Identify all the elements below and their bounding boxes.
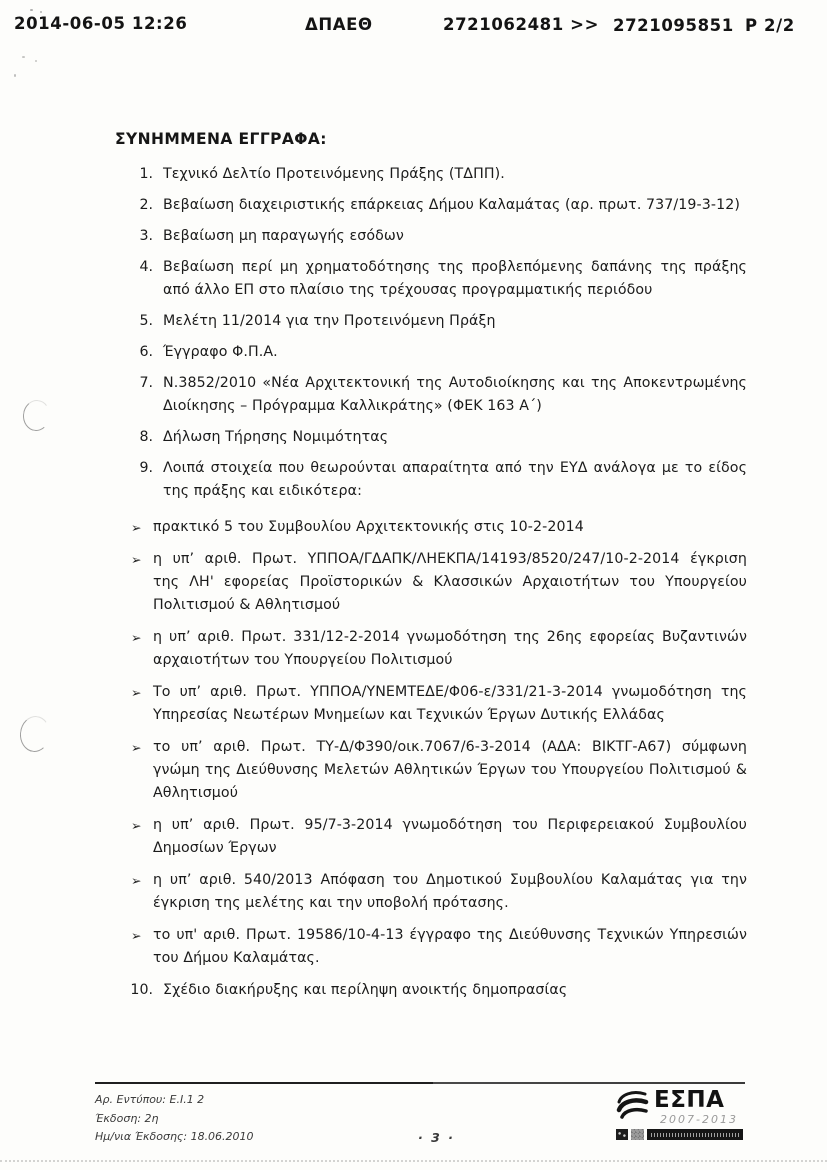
form-edition: Έκδοση: 2η: [95, 1111, 159, 1125]
sub-bullet: [115, 736, 747, 805]
sub-bullet: [115, 814, 747, 860]
sub-bullet-list: [115, 516, 747, 970]
footer-divider-line: [95, 1082, 745, 1084]
arrow-bullet-icon: ➢: [131, 520, 142, 535]
item-number: 2.: [139, 197, 153, 213]
fax-datetime: 2014-06-05 12:26: [14, 14, 188, 33]
list-item: [115, 163, 747, 186]
espa-text-column: [654, 1089, 738, 1126]
item-text: Σχέδιο διακήρυξης και περίληψη ανοικτής δημοπρασίας: [163, 982, 568, 998]
sub-bullet-text: το υπ’ αριθ. Πρωτ. ΤΥ-Δ/Φ390/οικ.7067/6-3-2014 (ΑΔΑ: ΒΙΚΤΓ-Α67) σύμφωνη γνώμη της Διεύθυνσης Μελετών Αθλητικών Έργων του Υπουργείου Πολιτισμού & Αθλητισμού: [153, 739, 747, 801]
item-text: Βεβαίωση διαχειριστικής επάρκειας Δήμου Καλαμάτας (αρ. πρωτ. 737/19-3-12): [163, 197, 741, 213]
item-text: Ν.3852/2010 «Νέα Αρχιτεκτονική της Αυτοδιοίκησης και της Αποκεντρωμένης Διοίκησης – Πρόγραμμα Καλλικράτης» (ΦΕΚ 163 Α΄): [163, 375, 747, 414]
sub-bullet-text: το υπ' αριθ. Πρωτ. 19586/10-4-13 έγγραφο της Διεύθυνσης Τεχνικών Υπηρεσιών του Δήμου Καλαμάτας.: [153, 927, 747, 966]
espa-emblem-row: [616, 1129, 748, 1140]
sub-bullet-text: η υπ’ αριθ. Πρωτ. 331/12-2-2014 γνωμοδότηση της 26ης εφορείας Βυζαντινών αρχαιοτήτων του Υπουργείου Πολιτισμού: [153, 629, 747, 668]
list-item: [115, 372, 747, 418]
item-number: 7.: [139, 375, 153, 391]
fax-header: [0, 14, 827, 40]
item-number: 5.: [139, 313, 153, 329]
item-number: 9.: [139, 460, 153, 476]
fax-from-number: 2721062481 >>: [443, 15, 600, 34]
espa-title: ΕΣΠΑ: [654, 1087, 725, 1113]
item-text: Λοιπά στοιχεία που θεωρούνται απαραίτητα από την ΕΥΔ ανάλογα με το είδος της πράξης και ειδικότερα:: [163, 460, 747, 499]
document-body: [115, 130, 747, 1010]
list-item: [115, 256, 747, 302]
item-text: Τεχνικό Δελτίο Προτεινόμενης Πράξης (ΤΔΠΠ).: [163, 166, 505, 182]
arrow-bullet-icon: ➢: [131, 552, 142, 567]
program-emblem-icon: [631, 1129, 644, 1140]
form-number: Αρ. Εντύπου: Ε.Ι.1 2: [95, 1093, 205, 1106]
list-item: [115, 341, 747, 364]
scan-bottom-edge: [0, 1160, 827, 1162]
item-number: 6.: [139, 344, 153, 360]
footer-form-info: [95, 1091, 254, 1147]
espa-program-bar: [647, 1129, 743, 1140]
arrow-bullet-icon: ➢: [131, 630, 142, 645]
sub-bullet-text: πρακτικό 5 του Συμβουλίου Αρχιτεκτονικής στις 10-2-2014: [153, 519, 584, 535]
pencil-mark: [21, 399, 51, 433]
sub-bullet-text: Το υπ’ αριθ. Πρωτ. ΥΠΠΟΑ/ΥΝΕΜΤΕΔΕ/Φ06-ε/331/21-3-2014 γνωμοδότηση της Υπηρεσίας Νεωτέρων Μνημείων και Τεχνικών Έργων Δυτικής Ελλάδας: [153, 684, 747, 723]
fax-page-indicator: P 2/2: [745, 16, 795, 35]
form-edition-date: Ημ/νια Έκδοσης: 18.06.2010: [95, 1130, 254, 1143]
list-item: [115, 310, 747, 333]
eu-flag-icon: [616, 1129, 628, 1140]
item-text: Δήλωση Τήρησης Νομιμότητας: [163, 429, 389, 445]
scan-speck: [14, 74, 16, 77]
item-number: 1.: [139, 166, 153, 182]
sub-bullet: [115, 869, 747, 915]
pencil-mark: [18, 715, 52, 754]
item-number: 10.: [130, 982, 153, 998]
sub-bullet: [115, 681, 747, 727]
sub-bullet-text: η υπ’ αριθ. Πρωτ. ΥΠΠΟΑ/ΓΔΑΠΚ/ΛΗΕΚΠΑ/14193/8520/247/10-2-2014 έγκριση της ΛΗ' εφορείας Προϊστορικών & Κλασσικών Αρχαιοτήτων του Υπουργείου Πολιτισμού & Αθλητισμού: [153, 551, 747, 613]
item-text: Μελέτη 11/2014 για την Προτεινόμενη Πράξη: [163, 313, 496, 329]
sub-bullet: [115, 626, 747, 672]
item-text: Βεβαίωση μη παραγωγής εσόδων: [163, 228, 404, 244]
espa-logo-top: [612, 1089, 748, 1126]
arrow-bullet-icon: ➢: [131, 873, 142, 888]
sub-bullet: [115, 924, 747, 970]
scan-speck: [30, 9, 33, 11]
arrow-bullet-icon: ➢: [131, 928, 142, 943]
fax-to-number: 2721095851: [613, 16, 734, 35]
sub-bullet-text: η υπ’ αριθ. Πρωτ. 95/7-3-2014 γνωμοδότηση του Περιφερειακού Συμβουλίου Δημοσίων Έργων: [153, 817, 747, 856]
fax-sender-id: ΔΠΑΕΘ: [305, 15, 373, 34]
list-item: [115, 194, 747, 217]
item-number: 8.: [139, 429, 153, 445]
espa-swoosh-icon: [612, 1089, 652, 1125]
page-number: · 3 ·: [418, 1130, 455, 1145]
arrow-bullet-icon: ➢: [131, 685, 142, 700]
sub-bullet-text: η υπ’ αριθ. 540/2013 Απόφαση του Δημοτικού Συμβουλίου Καλαμάτας για την έγκριση της μελέτης και την υποβολή πρότασης.: [153, 872, 747, 911]
sub-bullet: [115, 516, 747, 539]
scan-speck: [35, 60, 37, 62]
scan-speck: [22, 56, 25, 58]
arrow-bullet-icon: ➢: [131, 740, 142, 755]
espa-logo: [612, 1089, 748, 1153]
item-number: 3.: [139, 228, 153, 244]
list-item: [115, 457, 747, 503]
espa-years: 2007-2013: [660, 1113, 738, 1126]
arrow-bullet-icon: ➢: [131, 818, 142, 833]
list-item: [115, 225, 747, 248]
item-number: 4.: [139, 259, 153, 275]
attached-documents-title: ΣΥΝΗΜΜΕΝΑ ΕΓΓΡΑΦΑ:: [115, 130, 327, 148]
sub-bullet: [115, 548, 747, 617]
item-text: Έγγραφο Φ.Π.Α.: [163, 344, 278, 360]
scan-speck: [40, 11, 42, 13]
list-item: [115, 426, 747, 449]
list-item: [115, 979, 747, 1002]
item-text: Βεβαίωση περί μη χρηματοδότησης της προβλεπόμενης δαπάνης της πράξης από άλλο ΕΠ στο πλαίσιο της τρέχουσας προγραμματικής περιόδου: [163, 259, 747, 298]
